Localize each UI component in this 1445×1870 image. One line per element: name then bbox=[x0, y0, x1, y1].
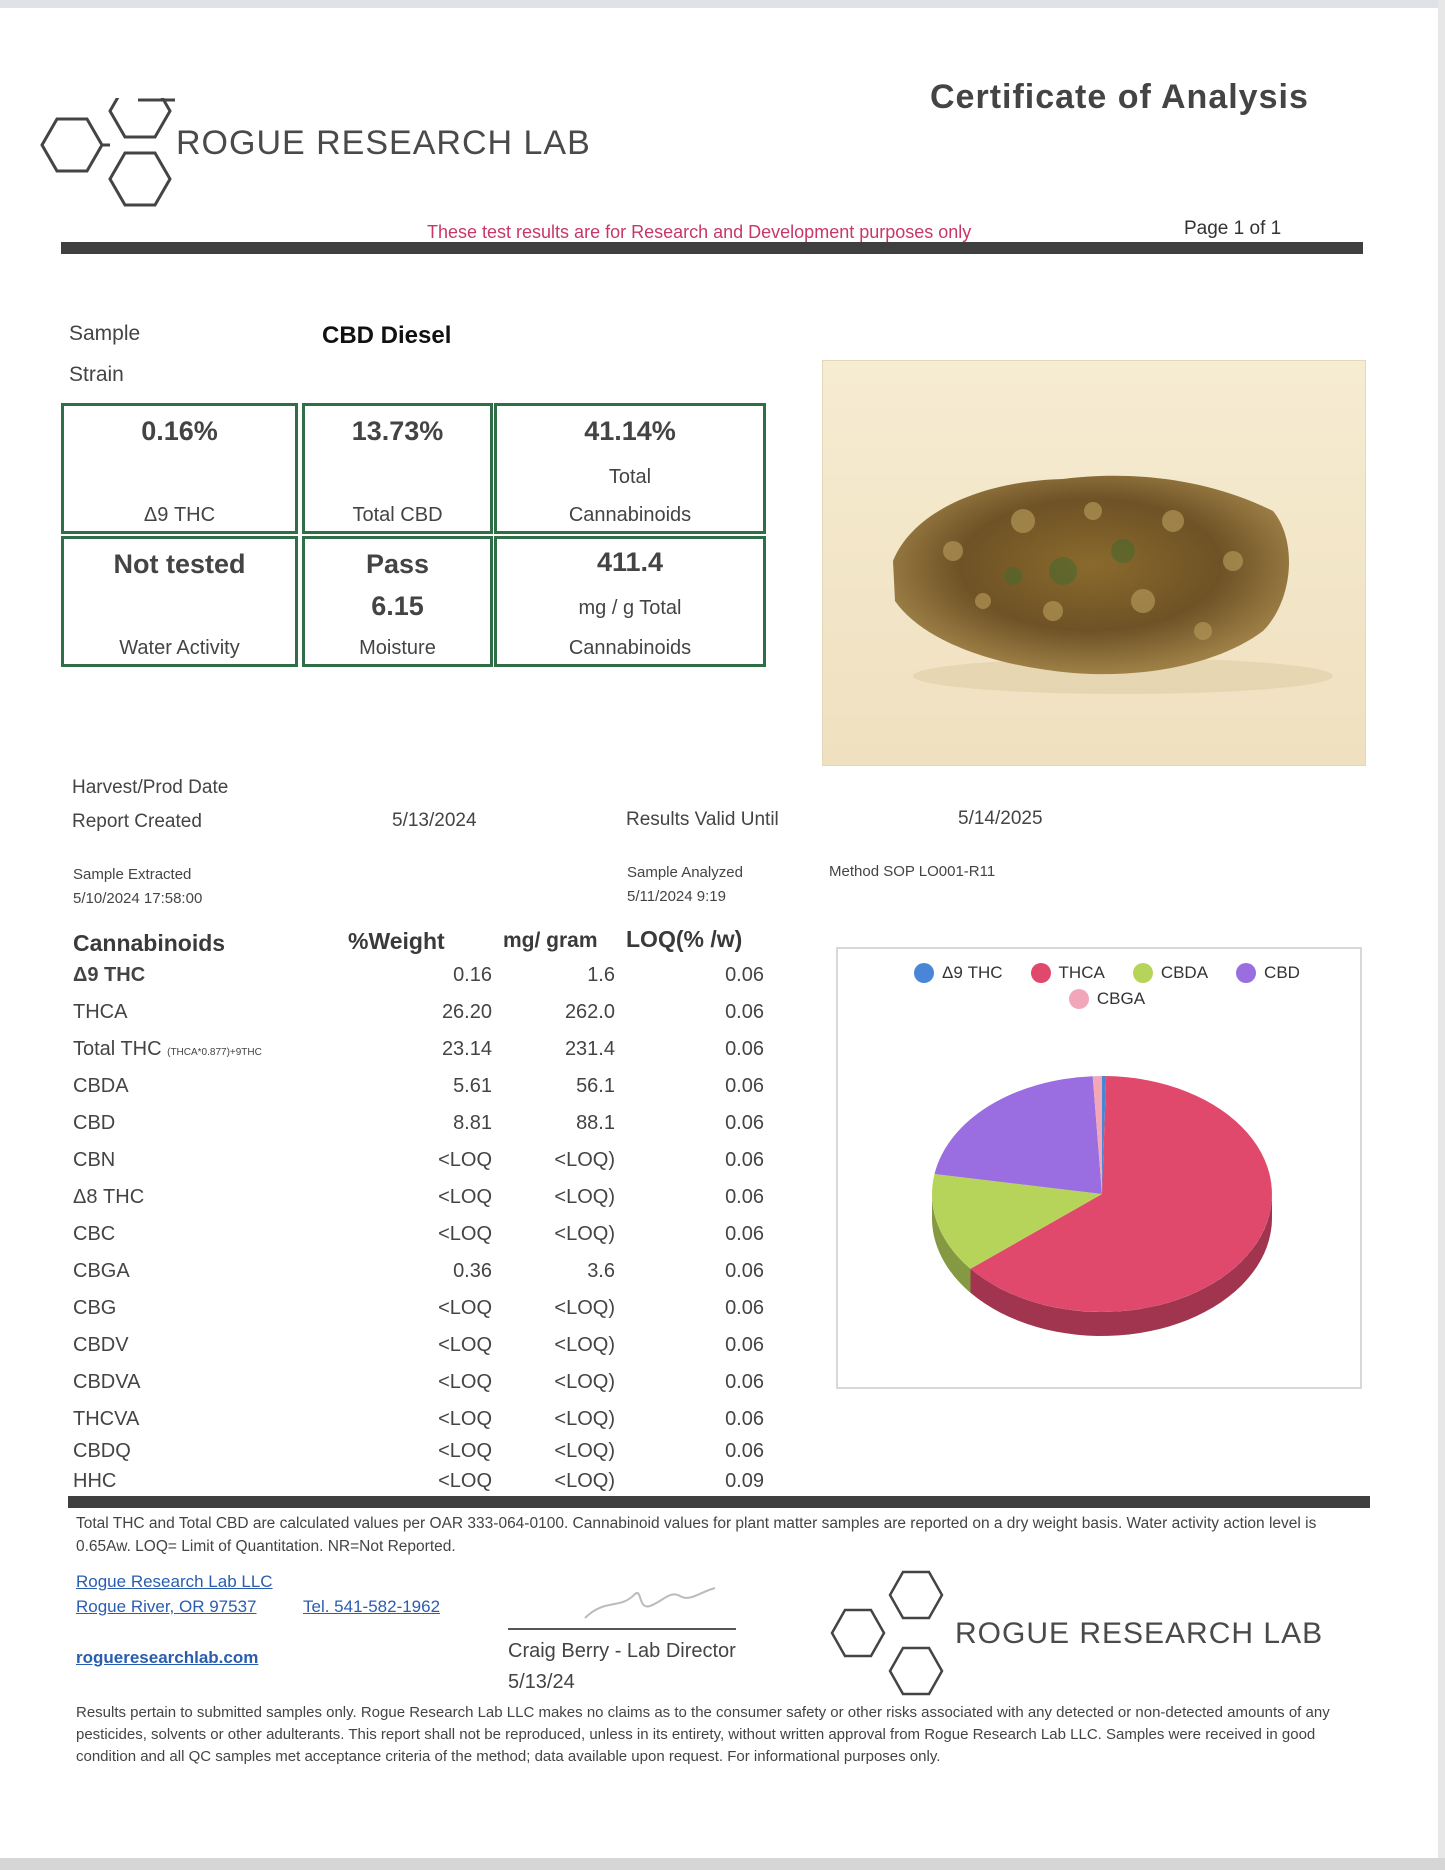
row-mg: <LOQ) bbox=[554, 1186, 615, 1208]
legend-label: CBGA bbox=[1096, 989, 1146, 1008]
pie-slice-cbd bbox=[935, 1076, 1103, 1194]
row-mg: <LOQ) bbox=[554, 1408, 615, 1430]
phone-link[interactable]: Tel. 541-582-1962 bbox=[303, 1597, 441, 1616]
row-name: HHC bbox=[73, 1470, 117, 1492]
row-loq: 0.06 bbox=[725, 1297, 764, 1319]
row-mg: 231.4 bbox=[564, 1038, 615, 1060]
scan-bottom-edge bbox=[0, 1858, 1445, 1870]
row-mg: <LOQ) bbox=[554, 1223, 615, 1245]
logo-hexagons bbox=[38, 98, 188, 229]
analyzed-label: Sample Analyzed bbox=[627, 864, 743, 881]
row-loq: 0.06 bbox=[725, 1001, 764, 1023]
row-weight: <LOQ bbox=[438, 1186, 492, 1208]
row-weight: 23.14 bbox=[441, 1038, 492, 1060]
legend-label: THCA bbox=[1058, 963, 1105, 982]
calculation-note: Total THC and Total CBD are calculated values per OAR 333-064-0100. Cannabinoid values for plant matter samples are reported on a dry weight basis. Water activity action level is 0.65Aw. LOQ= Limit of Quantitation. NR=Not Reported. bbox=[76, 1515, 1317, 1555]
analyzed-value: 5/11/2024 9:19 bbox=[627, 888, 726, 905]
address-link[interactable]: Rogue River, OR 97537 bbox=[76, 1597, 257, 1616]
row-loq: 0.06 bbox=[725, 1149, 764, 1171]
row-loq: 0.06 bbox=[725, 1223, 764, 1245]
legend-label: CBD bbox=[1264, 963, 1300, 982]
row-mg: <LOQ) bbox=[554, 1440, 615, 1462]
row-name: CBDQ bbox=[73, 1440, 131, 1462]
row-weight: 0.16 bbox=[453, 964, 492, 986]
row-weight: <LOQ bbox=[438, 1149, 492, 1171]
row-name: CBC bbox=[73, 1223, 116, 1245]
row-mg: 3.6 bbox=[587, 1260, 615, 1282]
thc-summary-value: 0.16% bbox=[141, 416, 218, 446]
sign-date: 5/13/24 bbox=[508, 1671, 575, 1693]
valid-until-value: 5/14/2025 bbox=[958, 808, 1043, 829]
row-weight: <LOQ bbox=[438, 1408, 492, 1430]
water-activity-label: Water Activity bbox=[119, 637, 240, 659]
cbd-summary-box bbox=[302, 403, 493, 534]
total-thc-formula: (THCA*0.877)+9THC bbox=[167, 1047, 262, 1058]
row-name: THCA bbox=[73, 1001, 128, 1023]
row-loq: 0.06 bbox=[725, 1075, 764, 1097]
col-header-weight: %Weight bbox=[348, 928, 445, 954]
extracted-value: 5/10/2024 17:58:00 bbox=[73, 890, 203, 907]
signature-line bbox=[508, 1628, 736, 1630]
row-mg: <LOQ) bbox=[554, 1297, 615, 1319]
row-weight: 0.36 bbox=[453, 1260, 492, 1282]
legend-label: CBDA bbox=[1160, 963, 1209, 982]
row-name: Δ9 THC bbox=[73, 964, 146, 986]
rd-disclaimer: These test results are for Research and Development purposes only bbox=[427, 222, 972, 242]
thc-summary-label: Δ9 THC bbox=[143, 504, 216, 526]
mg-total-label-1: mg / g Total bbox=[578, 597, 682, 619]
sample-value: CBD Diesel bbox=[322, 322, 452, 349]
row-loq: 0.06 bbox=[725, 1112, 764, 1134]
row-name: CBG bbox=[73, 1297, 117, 1319]
mg-total-value: 411.4 bbox=[596, 547, 664, 577]
row-name: Δ8 THC bbox=[73, 1186, 145, 1208]
extracted-label: Sample Extracted bbox=[73, 866, 192, 883]
mg-total-box bbox=[494, 536, 766, 667]
row-mg: <LOQ) bbox=[554, 1371, 615, 1393]
legend-label: Δ9 THC bbox=[942, 963, 1003, 982]
scan-top-edge bbox=[0, 0, 1445, 8]
footer-rule bbox=[68, 1496, 1370, 1508]
row-loq: 0.06 bbox=[725, 1038, 764, 1060]
row-mg: <LOQ) bbox=[554, 1470, 615, 1492]
method-sop: Method SOP LO001-R11 bbox=[829, 863, 996, 880]
row-name: Total THC bbox=[73, 1038, 162, 1060]
water-activity-box bbox=[61, 536, 298, 667]
mg-total-label-2: Cannabinoids bbox=[568, 637, 692, 659]
total-cannabinoids-label-1: Total bbox=[608, 466, 652, 488]
moisture-status: Pass bbox=[365, 549, 430, 579]
row-name: CBDA bbox=[73, 1075, 129, 1097]
report-created-label: Report Created bbox=[72, 811, 202, 832]
sample-photo bbox=[822, 360, 1366, 766]
row-weight: <LOQ bbox=[438, 1334, 492, 1356]
row-mg: 88.1 bbox=[576, 1112, 615, 1134]
row-loq: 0.06 bbox=[725, 1408, 764, 1430]
total-cannabinoids-value: 41.14% bbox=[584, 416, 676, 446]
row-name-total-thc bbox=[73, 1038, 393, 1061]
row-weight: <LOQ bbox=[438, 1371, 492, 1393]
total-cannabinoids-label-2: Cannabinoids bbox=[568, 504, 692, 526]
moisture-value: 6.15 bbox=[371, 591, 424, 621]
sample-label: Sample bbox=[69, 322, 141, 345]
row-mg: 56.1 bbox=[576, 1075, 615, 1097]
cbd-summary-value: 13.73% bbox=[351, 416, 444, 446]
row-name: THCVA bbox=[73, 1408, 140, 1430]
row-loq: 0.06 bbox=[725, 1334, 764, 1356]
row-loq: 0.06 bbox=[725, 1440, 764, 1462]
row-loq: 0.09 bbox=[725, 1470, 764, 1492]
row-loq: 0.06 bbox=[725, 1371, 764, 1393]
row-weight: <LOQ bbox=[438, 1440, 492, 1462]
row-weight: <LOQ bbox=[438, 1223, 492, 1245]
company-link[interactable]: Rogue Research Lab LLC bbox=[76, 1572, 273, 1591]
water-activity-value: Not tested bbox=[113, 549, 246, 579]
strain-label: Strain bbox=[69, 363, 124, 386]
row-loq: 0.06 bbox=[725, 1260, 764, 1282]
row-loq: 0.06 bbox=[725, 964, 764, 986]
row-mg: <LOQ) bbox=[554, 1334, 615, 1356]
cbd-summary-label: Total CBD bbox=[352, 504, 443, 526]
row-weight: 8.81 bbox=[453, 1112, 492, 1134]
row-name: CBDVA bbox=[73, 1371, 141, 1393]
moisture-label: Moisture bbox=[359, 637, 436, 659]
row-weight: 5.61 bbox=[453, 1075, 492, 1097]
valid-until-label: Results Valid Until bbox=[626, 809, 779, 830]
pie-svg bbox=[838, 949, 1364, 1391]
signer-name: Craig Berry - Lab Director bbox=[508, 1640, 736, 1662]
col-header-cannabinoids: Cannabinoids bbox=[73, 930, 226, 956]
thc-summary-box bbox=[61, 403, 298, 534]
row-weight: <LOQ bbox=[438, 1470, 492, 1492]
harvest-label: Harvest/Prod Date bbox=[72, 777, 229, 798]
document-title: Certificate of Analysis bbox=[930, 78, 1309, 116]
website-link[interactable]: rogueresearchlab.com bbox=[76, 1648, 259, 1667]
scan-right-edge bbox=[1438, 0, 1445, 1870]
row-loq: 0.06 bbox=[725, 1186, 764, 1208]
signature-scribble bbox=[580, 1580, 720, 1635]
report-created-value: 5/13/2024 bbox=[392, 810, 477, 831]
cannabinoid-pie-chart bbox=[836, 947, 1362, 1389]
lab-name-footer: ROGUE RESEARCH LAB bbox=[955, 1617, 1324, 1650]
page-number: Page 1 of 1 bbox=[1184, 218, 1282, 239]
footer-logo-hexagons bbox=[828, 1568, 968, 1705]
row-weight: <LOQ bbox=[438, 1297, 492, 1319]
row-weight: 26.20 bbox=[441, 1001, 492, 1023]
row-name: CBD bbox=[73, 1112, 116, 1134]
row-mg: 1.6 bbox=[587, 964, 615, 986]
col-header-loq: LOQ(% /w) bbox=[626, 926, 743, 952]
total-cannabinoids-box bbox=[494, 403, 766, 534]
row-name: CBDV bbox=[73, 1334, 129, 1356]
col-header-mg: mg/ gram bbox=[503, 929, 598, 952]
row-name: CBGA bbox=[73, 1260, 130, 1282]
row-name: CBN bbox=[73, 1149, 116, 1171]
legal-fine-print: Results pertain to submitted samples only. Rogue Research Lab LLC makes no claims as to the consumer safety or other risks associated with any detected or non-detected amounts of any pesticides, solvents or other adulterants. This report shall not be reproduced, unless in its entirety, without written approval from Rogue Research Lab LLC. Samples were received in good condition and all QC samples met acceptance criteria of the method; data available upon request. For informational purposes only. bbox=[76, 1704, 1330, 1765]
moisture-box bbox=[302, 536, 493, 667]
row-mg: <LOQ) bbox=[554, 1149, 615, 1171]
lab-name-header: ROGUE RESEARCH LAB bbox=[176, 124, 591, 162]
header-rule bbox=[61, 242, 1363, 254]
row-mg: 262.0 bbox=[564, 1001, 615, 1023]
